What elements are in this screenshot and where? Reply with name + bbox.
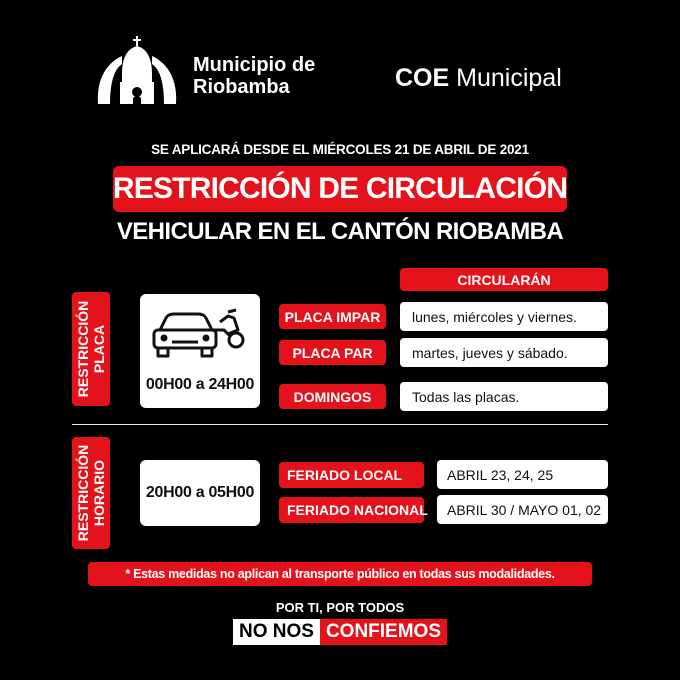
domingos-days: Todas las placas. bbox=[412, 388, 520, 405]
slogan-part2-box bbox=[320, 619, 447, 645]
slogan-part1: NO NOS bbox=[239, 621, 314, 642]
coe-bold: COE bbox=[395, 64, 450, 92]
cathedral-dome-icon bbox=[92, 34, 182, 106]
domingos-value bbox=[400, 382, 608, 411]
placa-par-text: PLACA PAR bbox=[292, 344, 373, 361]
coe-municipal bbox=[395, 64, 562, 93]
placa-hours: 00H00 a 24H00 bbox=[145, 376, 255, 393]
municipio-name-line2: Riobamba bbox=[193, 76, 290, 98]
feriado-local-value bbox=[437, 460, 608, 489]
feriado-nacional-label bbox=[279, 497, 428, 523]
municipio-name bbox=[193, 54, 315, 98]
car-and-motorcycle-icon bbox=[148, 300, 248, 360]
section-divider bbox=[72, 424, 608, 425]
feriado-nacional-dates: ABRIL 30 / MAYO 01, 02 bbox=[447, 501, 602, 518]
footnote-text: * Estas medidas no aplican al transporte público en todas sus modalidades. bbox=[125, 567, 555, 581]
placa-impar-label bbox=[279, 304, 386, 329]
date-line: SE APLICARÁ DESDE EL MIÉRCOLES 21 DE ABRIL DE 2021 bbox=[151, 142, 529, 157]
feriado-local-label bbox=[279, 462, 424, 488]
placa-impar-text: PLACA IMPAR bbox=[284, 308, 381, 325]
horario-tab-line2: HORARIO bbox=[91, 459, 108, 527]
horario-tab-line1: RESTRICCIÓN bbox=[75, 444, 92, 542]
slogan-small: POR TI, POR TODOS bbox=[275, 600, 405, 615]
subtitle: VEHICULAR EN EL CANTÓN RIOBAMBA bbox=[116, 218, 564, 245]
placa-par-days: martes, jueves y sábado. bbox=[412, 344, 568, 361]
municipio-logo bbox=[92, 34, 182, 106]
circularan-label: CIRCULARÁN bbox=[457, 271, 551, 288]
municipio-name-line1: Municipio de bbox=[193, 54, 316, 76]
domingos-label bbox=[279, 384, 386, 409]
placa-tab-line1: RESTRICCIÓN bbox=[75, 300, 92, 398]
vehicle-hours-box bbox=[140, 294, 260, 408]
circularan-header bbox=[400, 268, 608, 291]
slogan-part2: CONFIEMOS bbox=[325, 621, 442, 642]
slogan-part1-box bbox=[233, 619, 320, 645]
placa-tab-line2: PLACA bbox=[91, 324, 108, 374]
feriado-nacional-value bbox=[437, 495, 608, 524]
main-title: RESTRICCIÓN DE CIRCULACIÓN bbox=[112, 172, 568, 205]
placa-impar-value bbox=[400, 302, 608, 331]
feriado-local-text: FERIADO LOCAL bbox=[287, 467, 403, 483]
horario-hours-box bbox=[140, 460, 260, 526]
restriccion-placa-tab bbox=[72, 292, 110, 406]
footnote-banner bbox=[88, 562, 592, 586]
coe-light: Municipal bbox=[456, 64, 562, 92]
slogan-block bbox=[233, 619, 447, 645]
placa-par-label bbox=[279, 340, 386, 365]
placa-par-value bbox=[400, 338, 608, 367]
feriado-local-dates: ABRIL 23, 24, 25 bbox=[447, 466, 554, 483]
feriado-nacional-text: FERIADO NACIONAL bbox=[287, 502, 428, 518]
title-banner bbox=[113, 166, 567, 212]
placa-impar-days: lunes, miércoles y viernes. bbox=[412, 308, 577, 325]
horario-hours: 20H00 a 05H00 bbox=[145, 484, 255, 501]
restriccion-horario-tab bbox=[72, 437, 110, 549]
domingos-text: DOMINGOS bbox=[293, 388, 372, 405]
